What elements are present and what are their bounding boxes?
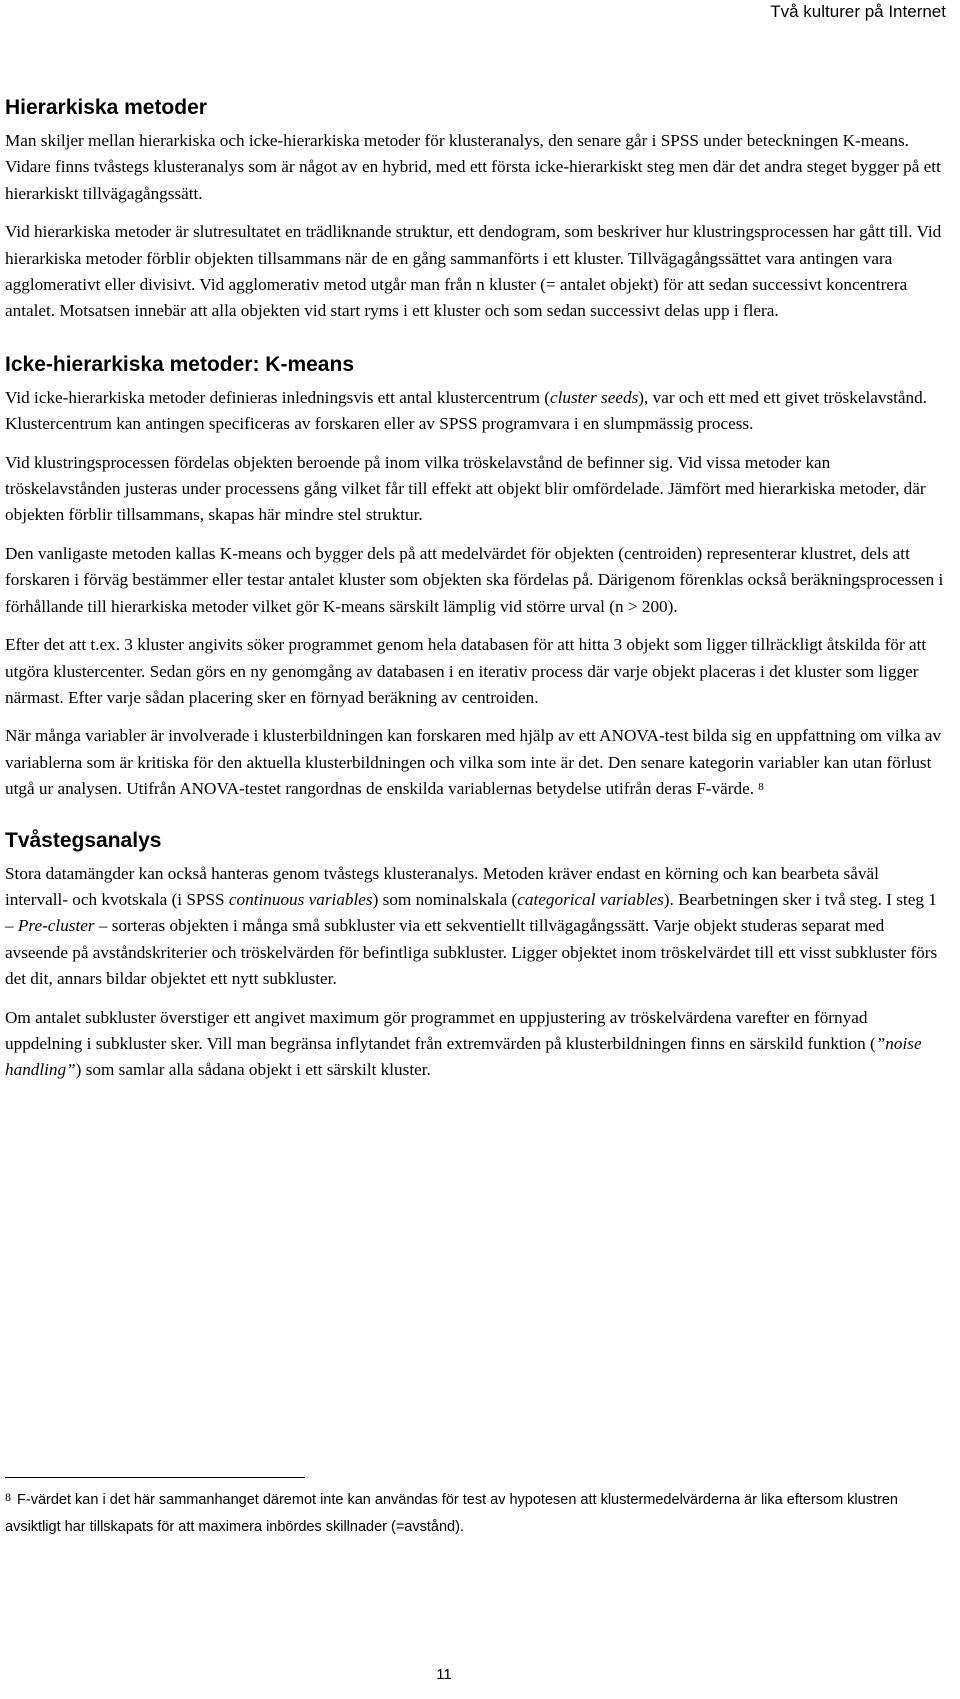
page-number: 11 [436,1666,452,1683]
section-heading-tvastegsanalys: Tvåstegsanalys [5,828,162,852]
footnote-text: F-värdet kan i det här sammanhanget däremot inte kan användas för test av hypotesen att klustermedelvärderna är lika eftersom klustren avsiktligt har tillskapats för att maximera inbördes skillnader (=avstånd). [5,1492,898,1535]
paragraph: Stora datamängder kan också hanteras genom tvåstegs klusteranalys. Metoden kräver endast en körning och kan bearbeta såväl intervall- och kvotskala (i SPSS continuous variables) som nominalskala (categorical variables). Bearbetningen sker i två steg. I steg 1 – Pre-cluster – sorteras objekten i många små subkluster via ett sekventiellt tillvägagångssätt. Varje objekt studeras separat med avseende på avståndskriterier och tröskelvärden för befintliga subkluster. Ligger objektet inom tröskelvärdet till ett visst subkluster förs det dit, annars bildar objektet ett nytt subkluster. [5,863,938,989]
paragraph: Efter det att t.ex. 3 kluster angivits söker programmet genom hela databasen för att hitta 3 objekt som ligger tillräckligt åtskilda för att utgöra klustercenter. Sedan görs en ny genomgång av databasen i en iterativ process där varje objekt placeras i det kluster som ligger närmast. Efter varje sådan placering sker en förnyad beräkning av centroiden. [5,635,927,707]
footnote-number: 8 [5,1490,11,1504]
italic-term: – Pre-cluster – [5,916,108,936]
paragraph: Man skiljer mellan hierarkiska och icke-hierarkiska metoder för klusteranalys, den senare går i SPSS under beteckningen K-means. Vidare finns tvåstegs klusteranalys som är något av en hybrid, med ett första icke-hierarkiskt steg men där det andra steget bygger på ett hierarkiskt tillvägagångssätt. [5,131,941,203]
running-header: Två kulturer på Internet [770,2,946,21]
footnote [5,1487,945,1541]
italic-term: cluster seeds [549,387,639,407]
paragraph: Om antalet subkluster överstiger ett angivet maximum gör programmet en uppjustering av tröskelvärdena varefter en förnyad uppdelning i subkluster sker. Vill man begränsa inflytandet från extremvärden på klusterbildningen finns en särskild funktion (”noise handling”) som samlar alla sådana objekt i ett särskilt kluster. [5,1007,922,1080]
section-heading-kmeans: Icke-hierarkiska metoder: K-means [5,352,354,376]
italic-term: continuous variables [228,889,373,909]
italic-term: ”noise handling” [5,1033,922,1080]
paragraph: Vid klustringsprocessen fördelas objekten beroende på inom vilka tröskelavstånd de befinner sig. Vid vissa metoder kan tröskelavstånden justeras under processens gång vilket får till effekt att objekt blir omfördelade. Jämfört med hierarkiska metoder, där objekten förblir tillsammans, skapas här mindre stel struktur. [5,452,926,525]
paragraph: Vid hierarkiska metoder är slutresultatet en trädliknande struktur, ett dendogram, som beskriver hur klustringsprocessen har gått till. Vid hierarkiska metoder förblir objekten tillsammans när de en gång sammanförts i ett kluster. Tillvägagångssättet vara antingen vara agglomerativt eller divisivt. Vid agglomerativ metod utgår man från n kluster (= antalet objekt) för att sedan successivt koncentrera antalet. Motsatsen innebär att alla objekten vid start ryms i ett kluster och som sedan successivt delas upp i flera. [5,222,942,321]
paragraph: Vid icke-hierarkiska metoder definieras inledningsvis ett antal klustercentrum (cluster seeds), var och ett med ett givet tröskelavstånd. Klustercentrum kan antingen specificeras av forskaren eller av SPSS programvara i en slumpmässig process. [5,387,928,434]
paragraph: Den vanligaste metoden kallas K-means och bygger dels på att medelvärdet för objekten (centroiden) representerar klustret, dels att forskaren i förväg bestämmer eller testar antalet kluster som objekten ska fördelas på. Därigenom förenklas också beräkningsprocessen i förhållande till hierarkiska metoder vilket gör K-means särskilt lämplig vid större urval (n > 200). [5,543,944,616]
italic-term: categorical variables [517,889,664,909]
section-heading-hierarkiska: Hierarkiska metoder [5,96,207,119]
footnote-reference: 8 [758,781,764,794]
paragraph: När många variabler är involverade i klusterbildningen kan forskaren med hjälp av ett ANOVA-test bilda sig en uppfattning om vilka av variablerna som är kritiska för den aktuella klusterbildningen och vilka som inte är det. Den senare kategorin variabler kan utan förlust utgå ur analysen. Utifrån ANOVA-testet rangordnas de enskilda variablernas betydelse utifrån deras F-värde. $^8$ [5,726,942,799]
page-content [5,94,945,1096]
footnote-separator [5,1477,305,1478]
